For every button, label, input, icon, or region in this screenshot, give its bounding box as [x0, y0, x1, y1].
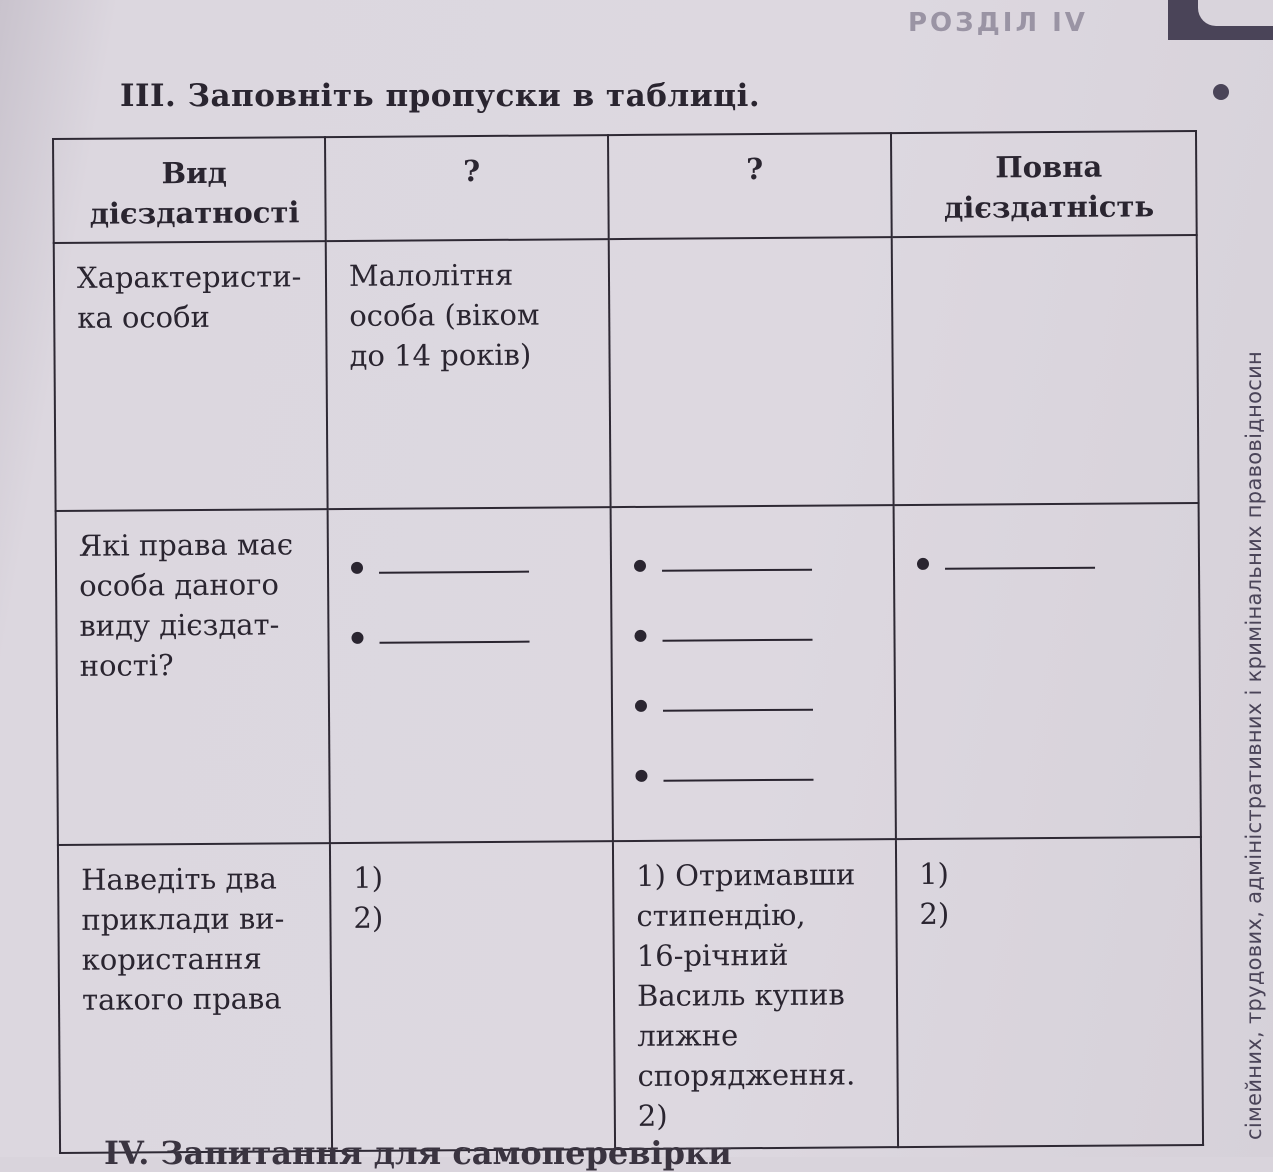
bullet-blank-item[interactable]	[635, 760, 882, 832]
row-label	[54, 241, 328, 511]
next-section-heading: IV. Запитання для самоперевірки	[104, 1134, 732, 1172]
header-cell	[608, 133, 892, 239]
cell-text: 1) Отримавши стипендію, 16-річний Василь купив лижне спорядження. 2)	[636, 857, 856, 1133]
bullet-icon	[917, 558, 929, 570]
header-cell	[53, 137, 326, 243]
row-label	[58, 843, 332, 1153]
bullet-icon	[351, 632, 363, 644]
row-label-text: Наведіть два приклади ви- користання такого права	[81, 861, 285, 1017]
blank-line[interactable]	[662, 569, 812, 572]
cell-text: 1) 2)	[353, 860, 384, 935]
header-text: Вид дієздатності	[89, 155, 300, 231]
section-label: РОЗДІЛ IV	[908, 8, 1088, 38]
table-cell[interactable]	[896, 837, 1203, 1147]
table-cell-blank[interactable]	[609, 237, 894, 507]
task-title: III. Заповніть пропуски в таблиці.	[120, 78, 761, 114]
rights-row	[56, 503, 1201, 845]
header-cell	[891, 131, 1197, 237]
header-text: ?	[463, 154, 481, 189]
blank-line[interactable]	[379, 571, 529, 574]
bullet-blank-item[interactable]	[634, 550, 881, 622]
bullet-cell	[328, 507, 613, 843]
table-cell[interactable]	[613, 839, 898, 1149]
characteristic-row	[54, 235, 1199, 511]
blank-line[interactable]	[945, 567, 1095, 570]
bullet-icon	[351, 562, 363, 574]
bullet-blank-item[interactable]	[351, 552, 598, 624]
side-bullet-icon	[1213, 84, 1229, 100]
blank-line[interactable]	[380, 641, 530, 644]
side-running-title: сімейних, трудових, адміністративних і кримінальних правовідносин	[1242, 350, 1266, 1140]
bullet-icon	[635, 700, 647, 712]
header-text: Повна дієздатність	[943, 149, 1155, 225]
row-label-text: Які права має особа даного виду дієздат- ності?	[78, 527, 294, 683]
bullet-blank-item[interactable]	[635, 690, 882, 762]
blank-line[interactable]	[663, 639, 813, 642]
bullet-blank-item[interactable]	[351, 622, 598, 694]
cell-text: 1) 2)	[919, 856, 950, 931]
blank-line[interactable]	[663, 709, 813, 712]
header-text: ?	[746, 152, 764, 187]
cell-text: Малолітня особа (віком до 14 років)	[348, 257, 540, 373]
row-label-text: Характеристи- ка особи	[76, 259, 302, 335]
table-container	[52, 130, 1204, 1154]
examples-row	[58, 837, 1203, 1153]
fill-in-table	[52, 130, 1204, 1154]
row-label	[56, 509, 330, 845]
bullet-icon	[634, 630, 646, 642]
bullet-blank-item[interactable]	[917, 548, 1186, 620]
table-cell-blank[interactable]	[892, 235, 1199, 505]
bullet-icon	[635, 770, 647, 782]
bullet-icon	[634, 560, 646, 572]
bullet-blank-item[interactable]	[634, 620, 881, 692]
blank-line[interactable]	[663, 779, 813, 782]
table-cell[interactable]	[326, 239, 611, 509]
header-cell	[325, 135, 609, 241]
bullet-cell	[894, 503, 1201, 839]
chapter-tab-notch	[1198, 0, 1273, 26]
table-cell[interactable]	[330, 841, 615, 1151]
bullet-cell	[611, 505, 896, 841]
header-row	[53, 131, 1197, 243]
